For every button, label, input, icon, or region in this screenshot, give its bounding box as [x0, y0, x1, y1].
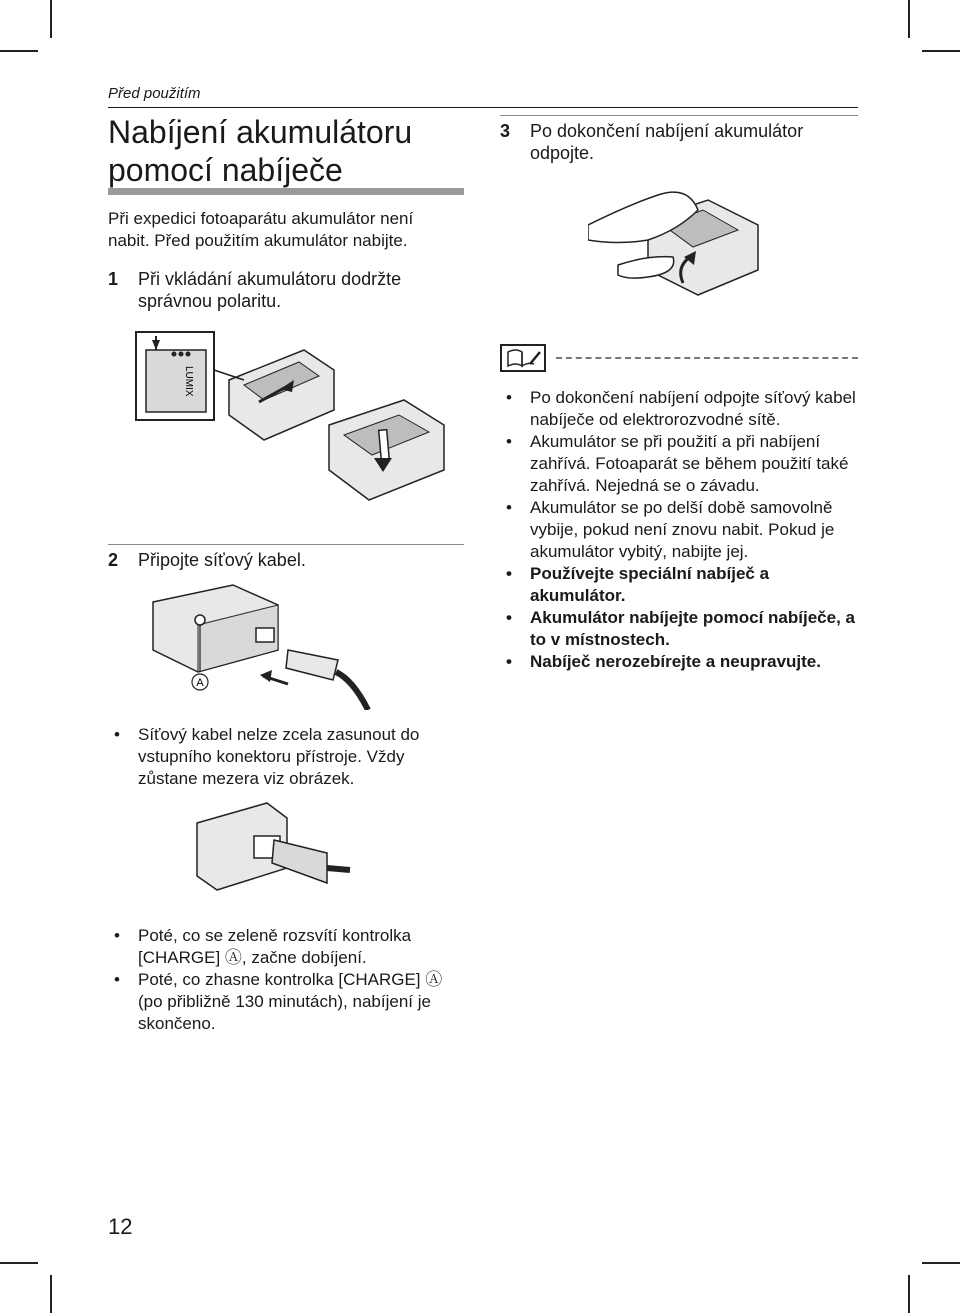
step-line: Při vkládání akumulátoru dodržte [138, 269, 402, 289]
list-item: • Akumulátor se po delší době samovolně vybije, pokud není znovu nabit. Pokud je akumulátor vybitý, nabijte jej. [500, 497, 860, 563]
list-item: • Poté, co zhasne kontrolka [CHARGE] Ⓐ (po přibližně 130 minutách), nabíjení je skončeno. [108, 969, 468, 1035]
crop-mark [0, 50, 38, 52]
power-inlet [256, 628, 274, 642]
step-rule [108, 544, 464, 545]
charge-indicator-notes [108, 925, 468, 1035]
page-title [108, 113, 468, 189]
battery-insertion-figure [134, 330, 454, 530]
cable-notes [108, 724, 458, 790]
step-text: Připojte síťový kabel. [138, 550, 306, 570]
marker-a-label: A [196, 677, 204, 689]
step-3 [500, 120, 860, 166]
step-text [530, 120, 803, 164]
ac-plug [272, 840, 327, 883]
list-item: • Poté, co se zeleně rozsvítí kontrolka [CHARGE] Ⓐ, začne dobíjení. [108, 925, 468, 969]
intro-text: Při expedici fotoaparátu akumulátor není nabit. Před použitím akumulátor nabijte. [108, 209, 414, 250]
list-item: • Síťový kabel nelze zcela zasunout do vstupního konektoru přístroje. Vždy zůstane mezera viz obrázek. [108, 724, 458, 790]
page-number: 12 [108, 1214, 133, 1239]
step-2 [108, 549, 468, 573]
battery-shape [146, 350, 206, 412]
ac-plug [286, 650, 338, 680]
arrow-down-icon [379, 430, 390, 461]
page-title-line2: pomocí nabíječe [108, 152, 343, 188]
battery-removal-figure [588, 185, 778, 310]
crop-mark [50, 0, 52, 38]
crop-mark [0, 1262, 38, 1264]
section-label: Před použitím [108, 85, 201, 102]
step-line: správnou polaritu. [138, 291, 282, 311]
crop-mark [908, 1275, 910, 1313]
charge-indicator-lamp [195, 615, 205, 625]
list-item: • Po dokončení nabíjení odpojte síťový kabel nabíječe od elektrorozvodné sítě. [500, 387, 860, 431]
page-title-line1: Nabíjení akumulátoru [108, 114, 413, 150]
battery-brand-label: LUMIX [183, 366, 194, 397]
list-item: • Nabíječ nerozebírejte a neupravujte. [500, 651, 860, 673]
ac-cable-figure [148, 580, 378, 710]
step-line: odpojte. [530, 143, 595, 163]
step-line: Po dokončení nabíjení akumulátor [530, 121, 804, 141]
crop-mark [50, 1275, 52, 1313]
crop-mark [922, 50, 960, 52]
list-item: • Používejte speciální nabíječ a akumulátor. [500, 563, 860, 607]
step-number: 2 [108, 550, 119, 570]
note-book-pencil-icon [500, 344, 546, 372]
step-number: 3 [500, 121, 511, 141]
crop-mark [908, 0, 910, 38]
list-item: • Akumulátor nabíjejte pomocí nabíječe, a to v místnostech. [500, 607, 860, 651]
plug-gap-figure [192, 798, 352, 902]
list-item: • Akumulátor se při použití a při nabíjení zahřívá. Fotoaparát se během použití také zahřívá. Nejedná se o závadu. [500, 431, 860, 497]
step-rule [500, 115, 858, 116]
title-bar [108, 188, 464, 195]
general-notes [500, 387, 860, 673]
note-divider [556, 357, 858, 359]
crop-mark [922, 1262, 960, 1264]
step-text [138, 268, 401, 312]
charger-top [229, 350, 334, 440]
step-1 [108, 268, 468, 314]
step-number: 1 [108, 269, 119, 289]
header-rule [108, 107, 858, 108]
